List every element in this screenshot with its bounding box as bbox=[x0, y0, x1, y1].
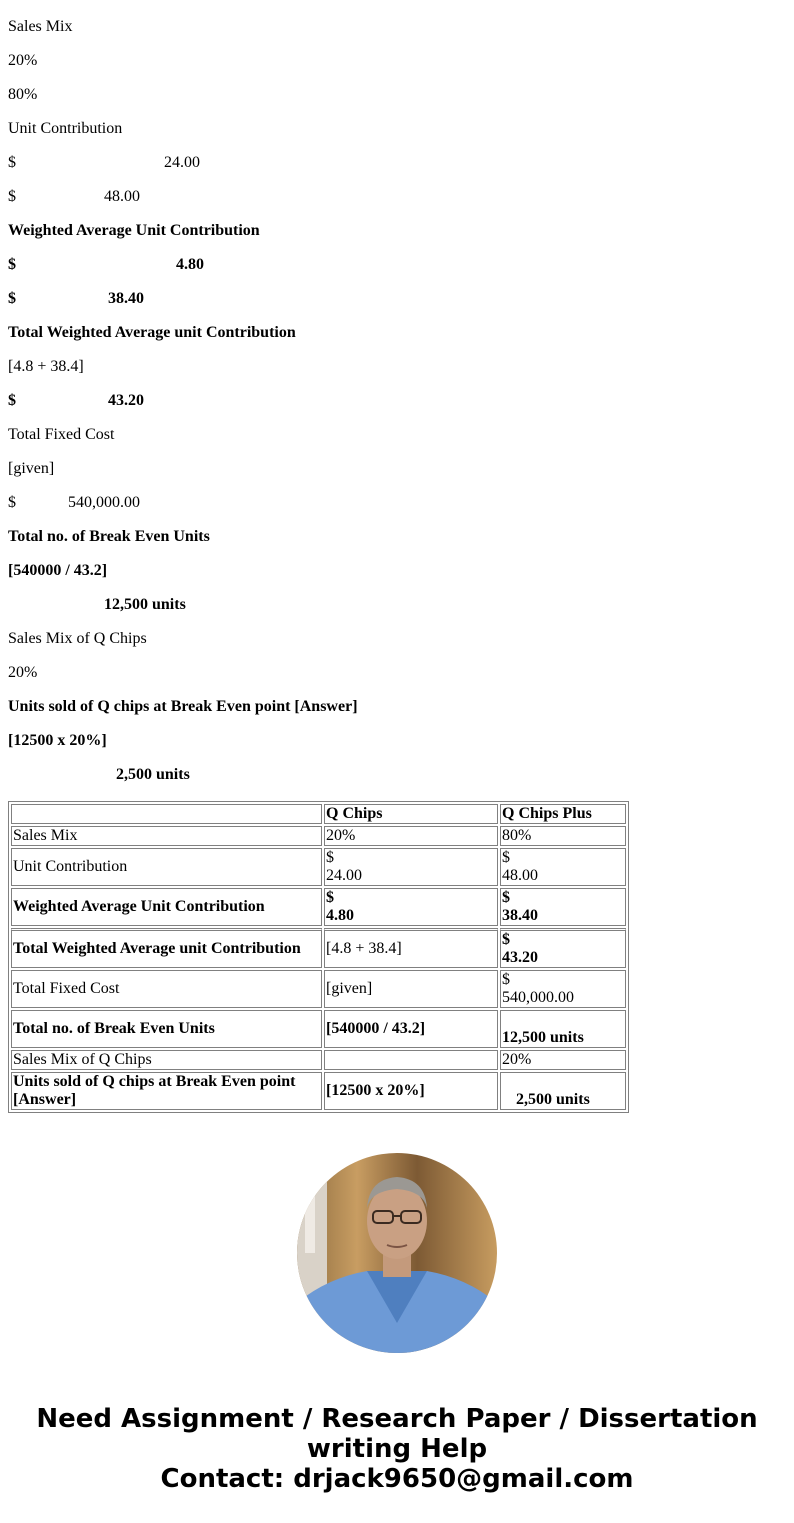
row-plus-value: $ 43.20 bbox=[500, 928, 626, 968]
header-q-chips: Q Chips bbox=[324, 804, 498, 824]
usq-label: Units sold of Q chips at Break Even point [Answer] bbox=[8, 698, 358, 715]
break-even-table bbox=[8, 801, 629, 1113]
tfc-note: [given] bbox=[8, 460, 55, 477]
twauc-formula: [4.8 + 38.4] bbox=[8, 358, 84, 375]
table-row bbox=[11, 888, 626, 926]
row-plus-value: 20% bbox=[500, 1050, 626, 1070]
row-label: Sales Mix of Q Chips bbox=[11, 1050, 322, 1070]
row-plus-value: 2,500 units bbox=[500, 1072, 626, 1110]
unit-contribution-q: $ 24.00 bbox=[8, 154, 200, 171]
table-row bbox=[11, 848, 626, 886]
smq-label: Sales Mix of Q Chips bbox=[8, 630, 147, 647]
row-q-value bbox=[324, 1050, 498, 1070]
row-q-value: [12500 x 20%] bbox=[324, 1072, 498, 1110]
footer-line-1: Need Assignment / Research Paper / Dissertation bbox=[36, 1404, 758, 1434]
row-plus-value: $ 48.00 bbox=[500, 848, 626, 886]
row-label: Units sold of Q chips at Break Even point [Answer] bbox=[11, 1072, 322, 1110]
footer-contact: Contact: drjack9650@gmail.com bbox=[160, 1464, 634, 1494]
row-plus-value: 80% bbox=[500, 826, 626, 846]
help-footer bbox=[0, 1404, 794, 1494]
usq-value: 2,500 units bbox=[116, 766, 190, 783]
wauc-plus: $ 38.40 bbox=[8, 290, 144, 307]
sales-mix-plus-value: 80% bbox=[8, 86, 38, 103]
table-row bbox=[11, 1072, 626, 1110]
row-label: Total Weighted Average unit Contribution bbox=[11, 928, 322, 968]
header-q-chips-plus: Q Chips Plus bbox=[500, 804, 626, 824]
table-header-row bbox=[11, 804, 626, 824]
row-label: Unit Contribution bbox=[11, 848, 322, 886]
beu-formula: [540000 / 43.2] bbox=[8, 562, 108, 579]
sales-mix-q-value: 20% bbox=[8, 52, 38, 69]
table-row bbox=[11, 970, 626, 1008]
author-avatar bbox=[297, 1153, 497, 1353]
unit-contribution-plus: $ 48.00 bbox=[8, 188, 140, 205]
table-row bbox=[11, 1050, 626, 1070]
row-label: Total Fixed Cost bbox=[11, 970, 322, 1008]
twauc-label: Total Weighted Average unit Contribution bbox=[8, 324, 296, 341]
row-label: Weighted Average Unit Contribution bbox=[11, 888, 322, 926]
usq-formula: [12500 x 20%] bbox=[8, 732, 107, 749]
table-row bbox=[11, 826, 626, 846]
unit-contribution-label: Unit Contribution bbox=[8, 120, 123, 137]
sales-mix-label: Sales Mix bbox=[8, 18, 73, 35]
table-row bbox=[11, 1010, 626, 1048]
row-q-value: [4.8 + 38.4] bbox=[324, 928, 498, 968]
smq-value: 20% bbox=[8, 664, 38, 681]
row-q-value: $ 24.00 bbox=[324, 848, 498, 886]
row-plus-value: 12,500 units bbox=[500, 1010, 626, 1048]
row-q-value: [540000 / 43.2] bbox=[324, 1010, 498, 1048]
table-row bbox=[11, 928, 626, 968]
row-q-value: [given] bbox=[324, 970, 498, 1008]
twauc-value: $ 43.20 bbox=[8, 392, 144, 409]
wauc-label: Weighted Average Unit Contribution bbox=[8, 222, 260, 239]
footer-line-2: writing Help bbox=[306, 1434, 488, 1464]
row-q-value: 20% bbox=[324, 826, 498, 846]
row-q-value: $ 4.80 bbox=[324, 888, 498, 926]
row-label: Sales Mix bbox=[11, 826, 322, 846]
tfc-label: Total Fixed Cost bbox=[8, 426, 115, 443]
tfc-value: $ 540,000.00 bbox=[8, 494, 140, 511]
beu-label: Total no. of Break Even Units bbox=[8, 528, 210, 545]
row-label: Total no. of Break Even Units bbox=[11, 1010, 322, 1048]
row-plus-value: $ 38.40 bbox=[500, 888, 626, 926]
author-photo-icon bbox=[297, 1153, 497, 1353]
beu-value: 12,500 units bbox=[104, 596, 186, 613]
wauc-q: $ 4.80 bbox=[8, 256, 204, 273]
header-blank bbox=[11, 804, 322, 824]
row-plus-value: $ 540,000.00 bbox=[500, 970, 626, 1008]
